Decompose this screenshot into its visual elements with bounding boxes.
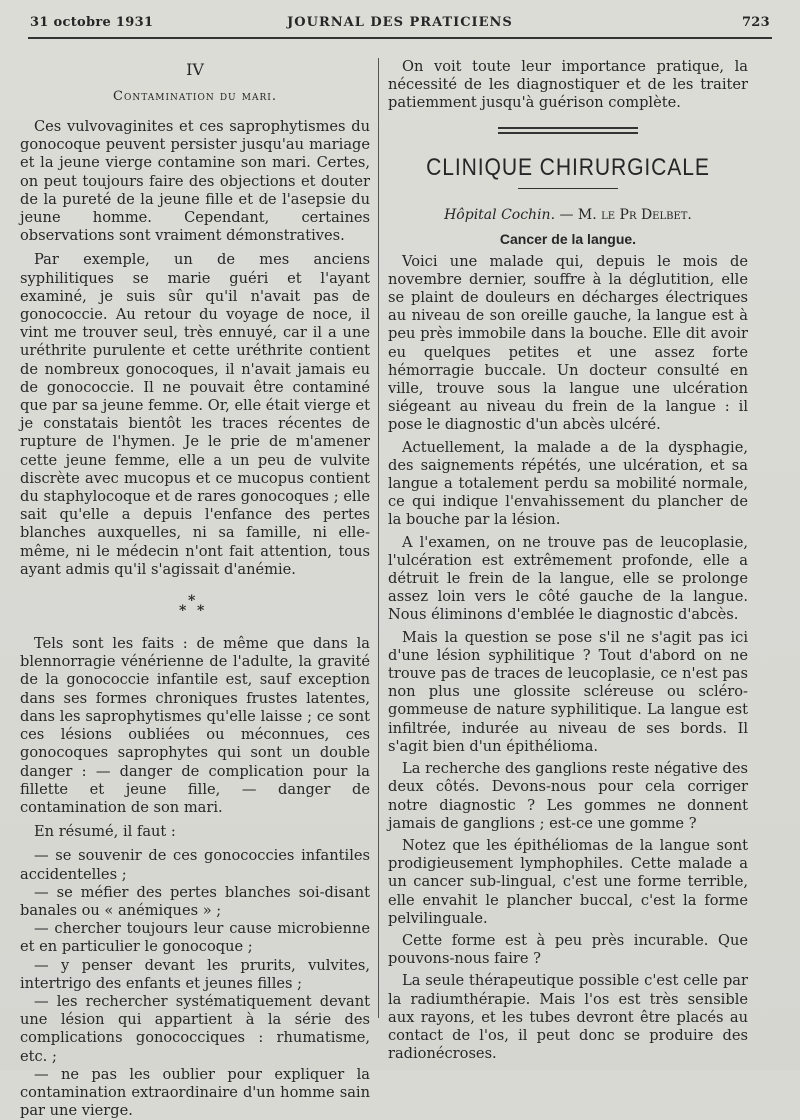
header-page-number: 723	[741, 15, 770, 30]
list-item: — ne pas les oublier pour expliquer la contamination extraordinaire d'un homme sain par une vierge.	[20, 1065, 370, 1120]
paragraph: La seule thérapeutique possible c'est celle par la radiumthérapie. Mais l'os est très sensible aux rayons, et les tubes devront être placés au contact de l'os, il peut donc se produire des radionécroses.	[388, 972, 748, 1063]
byline	[388, 207, 748, 223]
left-column	[20, 58, 370, 1120]
author: — M. le Pr Delbet.	[559, 206, 692, 223]
asterism-star: *	[197, 603, 205, 620]
paragraph: En résumé, il faut :	[34, 823, 176, 841]
section-separator	[498, 127, 638, 134]
paragraph: La recherche des ganglions reste négative des deux côtés. Devons-nous pour cela corriger notre diagnostic ? Les gommes ne donnent jamais de ganglions ; est-ce une gomme ?	[388, 760, 748, 832]
paragraph: Par exemple, un de mes anciens syphilitiques se marie guéri et l'ayant examiné, je suis sûr qu'il n'avait pas de gonococcie. Au retour du voyage de noce, il vint me trouver seul, très ennuyé, car il a une uréthrite purulente et cette uréthrite contient de nombreux gonocoques, il n'avait jamais eu de gonococcie. Il ne pouvait être contaminé que par sa jeune femme. Or, elle était vierge et je constatais bientôt les traces récentes de rupture de l'hymen. Je le prie de m'amener cette jeune femme, elle a un peu de vulvite discrète avec mucopus et ce mucopus contient du staphylocoque et de rares gonocoques ; elle sait qu'elle a depuis l'enfance des pertes blanches auxquelles, ni sa famille, ni elle-même, ni le médecin n'ont fait attention, tous ayant admis qu'il s'agissait d'anémie.	[20, 251, 370, 578]
section-heading: CLINIQUE CHIRURGICALE	[426, 153, 710, 181]
section-title: Contamination du mari.	[113, 89, 277, 104]
list-item: — y penser devant les prurits, vulvites, intertrigo des enfants et jeunes filles ;	[20, 956, 370, 992]
paragraph: Cette forme est à peu près incurable. Que pouvons-nous faire ?	[388, 931, 748, 968]
paragraph: Voici une malade qui, depuis le mois de novembre dernier, souffre à la déglutition, elle se plaint de douleurs en décharges électriques au niveau de son oreille gauche, la langue est à peu près immobile dans la bouche. Elle dit avoir eu quelques petites et une assez forte hémorragie buccale. Un docteur consulté en ville, trouve sous la langue une ulcération siégeant au niveau du frein de la langue : il pose le diagnostic d'un abcès ulcéré.	[388, 252, 748, 434]
header-journal-title: JOURNAL DES PRATICIENS	[287, 15, 513, 30]
asterism-star: *	[179, 603, 187, 620]
paragraph: Ces vulvovaginites et ces saprophytismes du gonocoque peuvent persister jusqu'au mariage et la jeune vierge contamine son mari. Certes, on peut toujours faire des objections et douter de la pureté de la jeune fille et de l'asepsie du jeune homme. Cependant, certaines observations sont vraiment démonstratives.	[20, 118, 370, 245]
article-subheading: Cancer de la langue.	[499, 230, 637, 247]
list-item: — les rechercher systématiquement devant une lésion qui appartient à la série des complications gonococciques : rhumatisme, etc. ;	[20, 992, 370, 1065]
list-item: — se méfier des pertes blanches soi-disant banales ou « anémiques » ;	[20, 883, 370, 919]
asterism-star: *	[188, 593, 196, 610]
paragraph: Tels sont les faits : de même que dans la blennorragie vénérienne de l'adulte, la gravité de la gonococcie infantile est, sauf exception dans ses formes chroniques frustes latentes, dans les saprophytismes qu'elle laisse ; ce sont ces lésions oubliées ou méconnues, ces gonocoques saprophytes qui sont un double danger : — danger de complication pour la fillette et jeune fille, — danger de contamination de son mari.	[20, 635, 370, 816]
paragraph: A l'examen, on ne trouve pas de leucoplasie, l'ulcération est extrêmement profonde, elle a détruit le frein de la langue, elle se prolonge assez loin vers le côté gauche de la langue. Nous éliminons d'emblée le diagnostic d'abcès.	[388, 533, 748, 624]
paragraph: Mais la question se pose s'il ne s'agit pas ici d'une lésion syphilitique ? Tout d'abord on ne trouve pas de traces de leucoplasie, ce n'est pas non plus une glossite scléreuse ou scléro-gommeuse de nature syphilitique. La langue est infiltrée, indurée au niveau de ses bords. Il s'agit bien d'un épithélioma.	[388, 628, 748, 755]
list-item: — se souvenir de ces gonococcies infantiles accidentelles ;	[20, 847, 370, 883]
heading-rule	[518, 188, 618, 189]
right-column	[388, 58, 748, 1063]
column-divider	[378, 58, 379, 1018]
header-date: 31 octobre 1931	[30, 15, 154, 30]
header-rule	[28, 37, 772, 39]
paragraph: On voit toute leur importance pratique, la nécessité de les diagnostiquer et de les traiter patiemment jusqu'à guérison complète.	[388, 58, 748, 112]
hospital-name: Hôpital Cochin.	[444, 206, 556, 223]
asterism	[20, 591, 370, 627]
page-header	[30, 15, 770, 37]
list-item: — chercher toujours leur cause microbienne et en particulier le gonocoque ;	[20, 920, 370, 956]
paragraph: Actuellement, la malade a de la dysphagie, des saignements répétés, une ulcération, et sa langue a totalement perdu sa mobilité normale, ce qui indique l'envahissement du plancher de la bouche par la lésion.	[388, 438, 748, 529]
section-number: IV	[186, 60, 204, 79]
recommendation-list	[20, 847, 370, 1120]
paragraph: Notez que les épithéliomas de la langue sont prodigieusement lymphophiles. Cette malade a un cancer sub-lingual, c'est une forme terrible, elle envahit le plancher buccal, c'est la forme pelvilinguale.	[388, 836, 748, 927]
